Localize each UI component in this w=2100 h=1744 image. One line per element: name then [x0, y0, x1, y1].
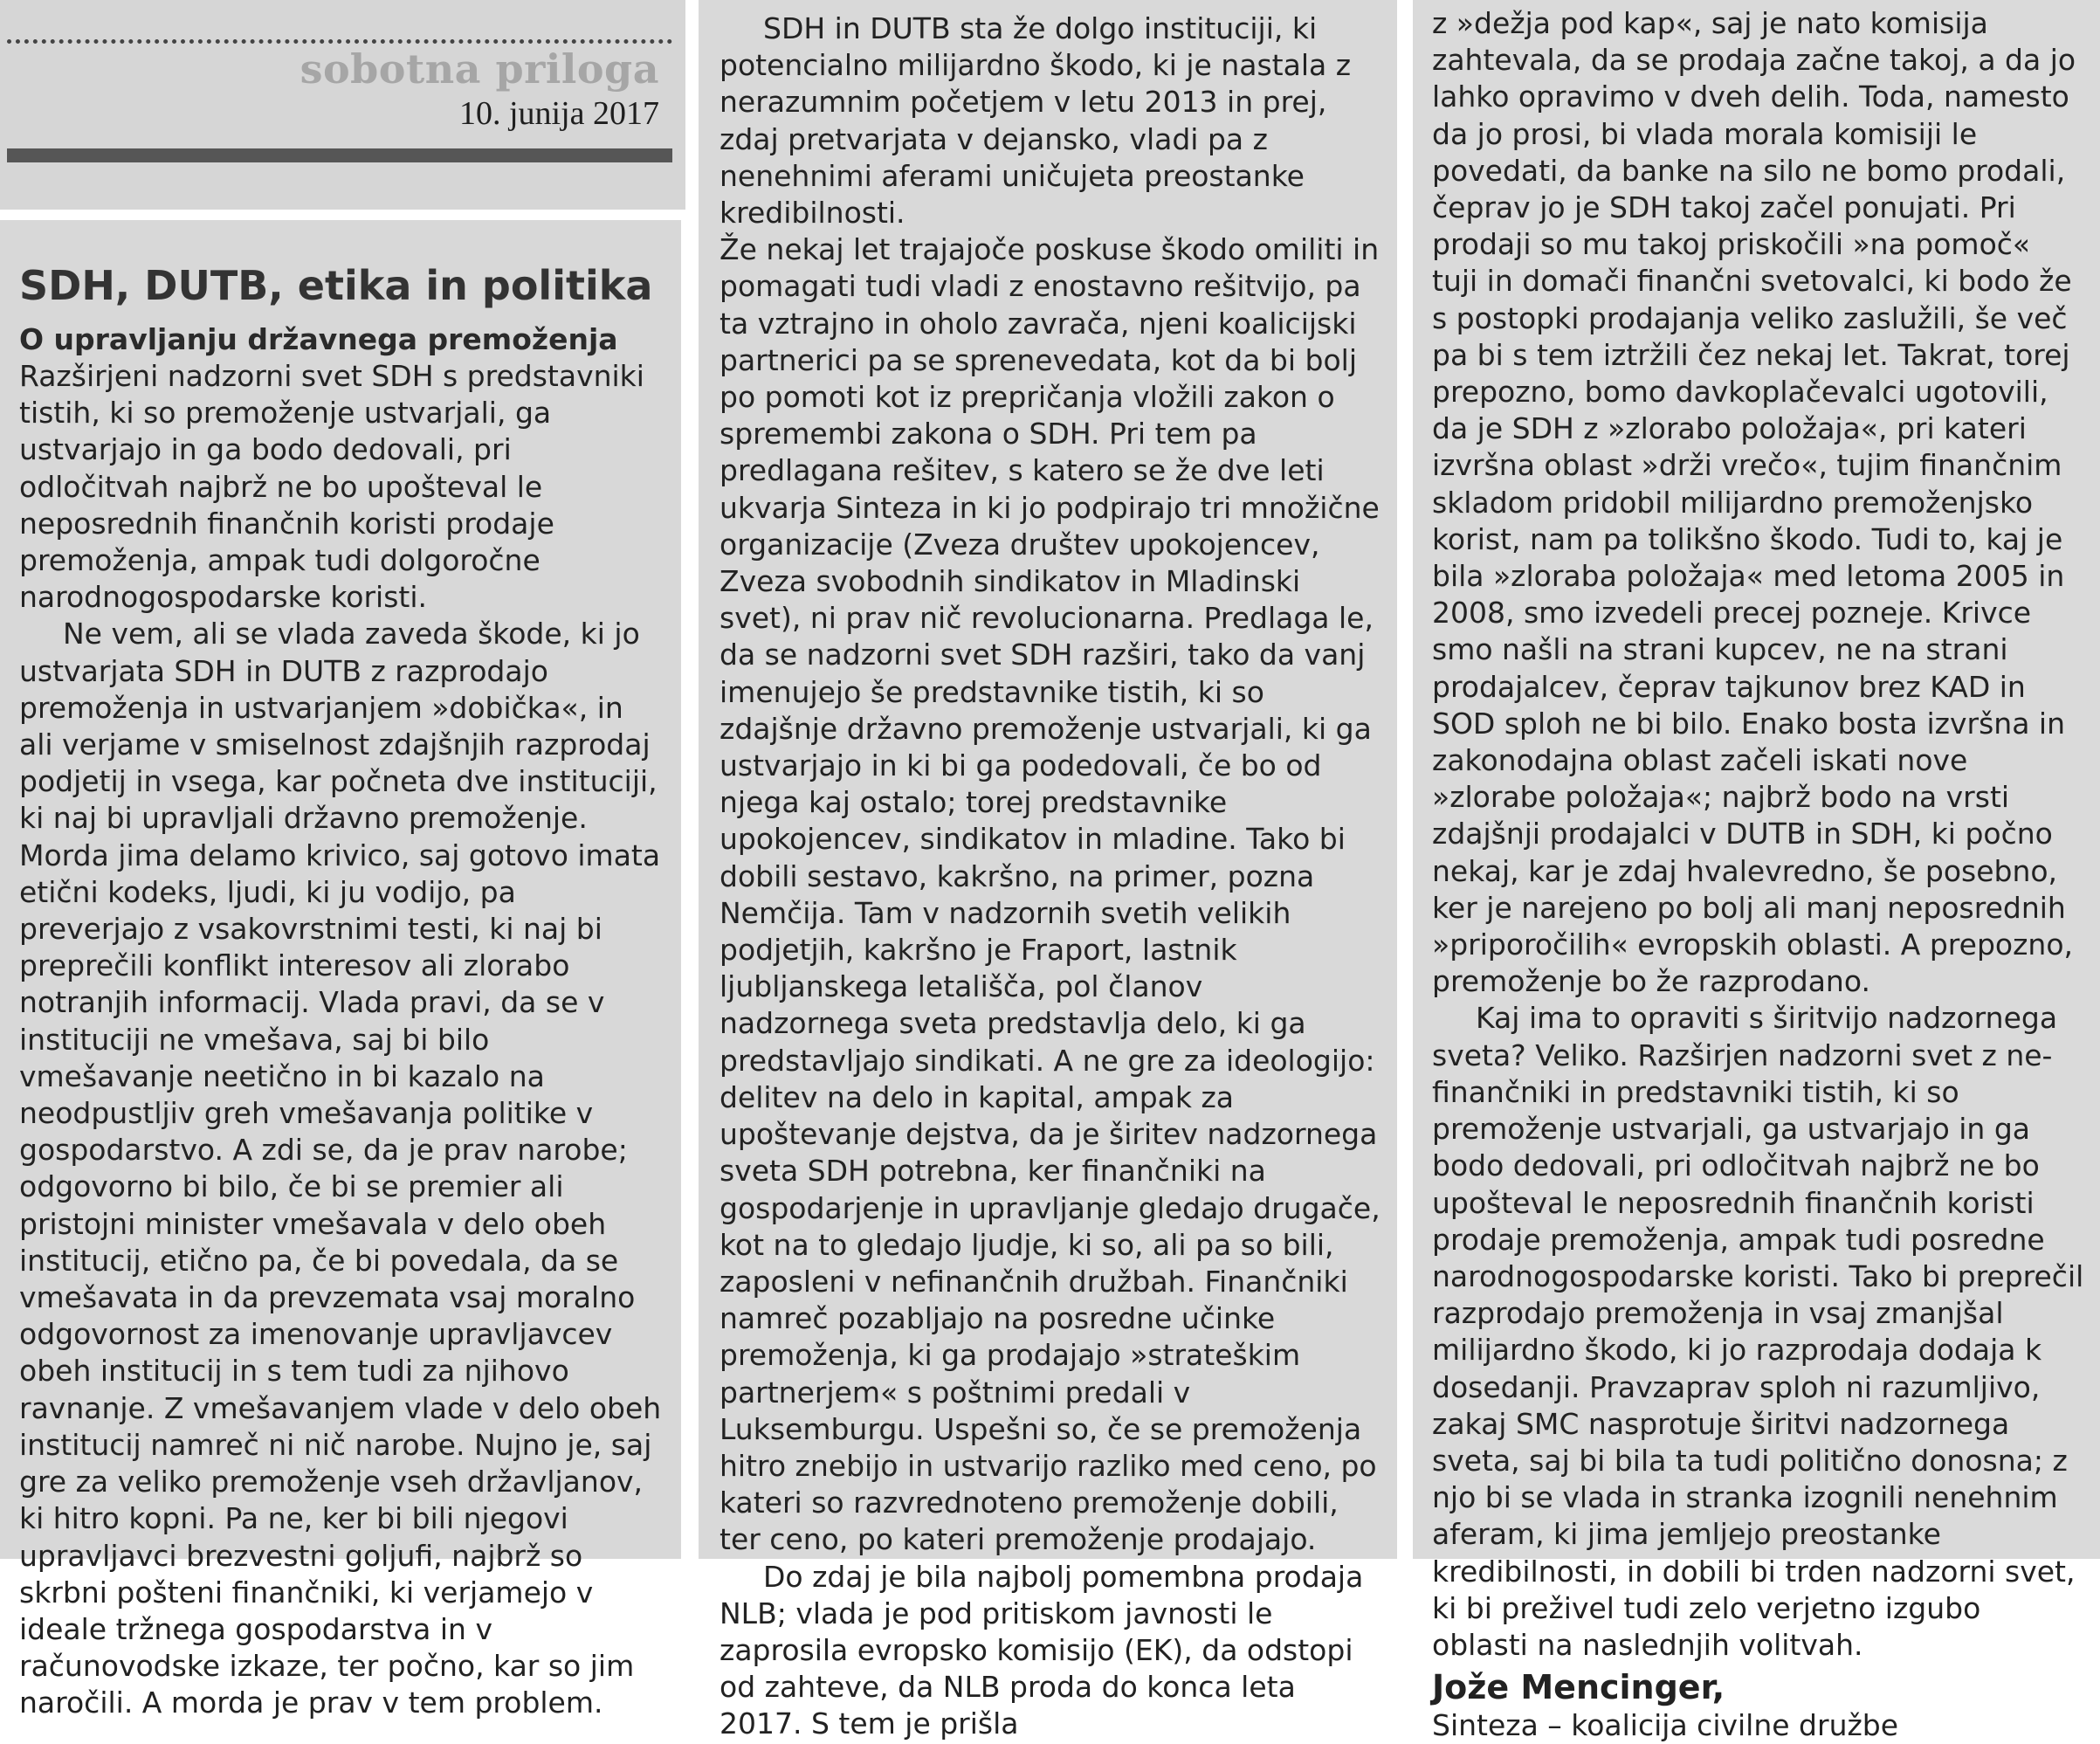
paragraph: Kaj ima to opraviti s širitvijo nadzornega sveta? Veliko. Razširjen nadzorni svet z ne-finančniki in predstavniki tistih, ki so premoženje ustvarjali, ga ustvarjajo in ga bodo dedovali, pri odločitvah najbrž ne bo upošteval le neposrednih finančnih koristi prodaje premoženja, ampak tudi posredne narodnogospodarske koristi. Tako bi preprečil razprodajo premoženja in vsaj zmanjšal milijardno škodo, ki jo razprodaja dodaja k dosedanji. Pravzaprav sploh ni razumljivo, zakaj SMC nasprotuje širitvi nadzornega sveta, saj bi bila ta tudi politično donosna; z njo bi se vlada in stranka izognili nenehnim aferam, ki jima jemljejo preostanke kredibilnosti, in dobili bi trden nadzorni svet, ki bi preživel tudi zelo verjetno izgubo oblasti na naslednjih volitvah.	[1432, 1001, 2084, 1662]
paragraph: Razširjeni nadzorni svet SDH s predstavniki tistih, ki so premoženje ustvarjali, ga ustvarjajo in ga bodo dedovali, pri odločitvah najbrž ne bo upošteval le neposrednih finančnih koristi prodaje premoženja, ampak tudi dolgoročne narodnogospodarske koristi.	[19, 359, 644, 615]
header-rule	[7, 148, 672, 162]
article-subheadline: O upravljanju državnega premoženja	[19, 322, 618, 356]
masthead	[0, 0, 685, 210]
article-column-2	[699, 0, 1397, 1741]
supplement-title: sobotna priloga	[300, 45, 659, 93]
author-name: Jože Mencinger,	[1432, 1668, 1725, 1707]
article-headline: SDH, DUTB, etika in politika	[19, 262, 653, 309]
publication-date: 10. junija 2017	[458, 95, 659, 132]
paragraph: Že nekaj let trajajoče poskuse škodo omiliti in pomagati tudi vladi z enostavno rešitvijo, pa ta vztrajno in oholo zavrača, njeni koalicijski partnerici pa se sprenevedata, kot da bi bolj po pomoti kot iz prepričanja vložili zakon o spremembi zakona o SDH. Pri tem pa predlagana rešitev, s katero se že dve leti ukvarja Sinteza in ki jo podpirajo tri množične organizacije (Zveza društev upokojencev, Zveza svobodnih sindikatov in Mladinski svet), ni prav nič revolucionarna. Predlaga le, da se nadzorni svet SDH razširi, tako da vanj imenujejo še predstavnike tistih, ki so zdajšnje državno premoženje ustvarjali, ki ga ustvarjajo in ki bi ga podedovali, če bo od njega kaj ostalo; torej predstavnike upokojencev, sindikatov in mladine. Tako bi dobili sestavo, kakršno, na primer, pozna Nemčija. Tam v nadzornih svetih velikih podjetjih, kakršno je Fraport, lastnik ljubljanskega letališča, pol članov nadzornega sveta predstavlja delo, ki ga predstavljajo sindikati. A ne gre za ideologijo: delitev na delo in kapital, ampak za upoštevanje dejstva, da je širitev nadzornega sveta SDH potrebna, ker finančniki na gospodarjenje in upravljanje gledajo drugače, kot na to gledajo ljudje, ki so, ali pa so bili, zaposleni v nefinančnih družbah. Finančniki namreč pozabljajo na posredne učinke premoženja, ki ga prodajajo »strateškim partnerjem« s poštnimi predali v Luksemburgu. Uspešni so, če se premoženja hitro znebijo in ustvarijo razliko med ceno, po kateri so razvrednoteno premoženje dobili, ter ceno, po kateri premoženje prodajajo.	[720, 232, 1380, 1557]
paragraph: Ne vem, ali se vlada zaveda škode, ki jo ustvarjata SDH in DUTB z razprodajo premoženja in ustvarjanjem »dobička«, in ali verjame v smiselnost zdajšnjih razprodaj podjetij in vsega, kar počneta dve instituciji, ki naj bi upravljali državno premoženje. Morda jima delamo krivico, saj gotovo imata etični kodeks, ljudi, ki ju vodijo, pa preverjajo z vsakovrstnimi testi, ki naj bi preprečili konflikt interesov ali zlorabo notranjih informacij. Vlada pravi, da se v instituciji ne vmešava, saj bi bilo vmešavanje neetično in bi kazalo na neodpustljiv greh vmešavanja politike v gospodarstvo. A zdi se, da je prav narobe; odgovorno bi bilo, če bi se premier ali pristojni minister vmešavala v delo obeh institucij, etično pa, če bi povedala, da se vmešavata in da prevzemata vsaj moralno odgovornost za imenovanje upravljavcev obeh institucij in s tem tudi za njihovo ravnanje. Z vmešavanjem vlade v delo obeh institucij namreč ni nič narobe. Nujno je, saj gre za veliko premoženje vseh državljanov, ki hitro kopni. Pa ne, ker bi bili njegovi upravljavci brezvestni goljufi, najbrž so skrbni pošteni finančniki, ki verjamejo v ideale tržnega gospodarstva in v računovodske izkaze, ter počno, kar so jim naročili. A morda je prav v tem problem.	[19, 617, 662, 1720]
author-affiliation: Sinteza – koalicija civilne družbe	[1432, 1708, 1899, 1743]
paragraph: Do zdaj je bila najbolj pomembna prodaja NLB; vlada je pod pritiskom javnosti le zaprosila evropsko komisijo (EK), da odstopi od zahteve, da NLB proda do konca leta 2017. S tem je prišla	[720, 1559, 1364, 1741]
article-column-3	[1413, 0, 2100, 1743]
paragraph: z »dežja pod kap«, saj je nato komisija zahtevala, da se prodaja začne takoj, a da jo lahko opravimo v dveh delih. Toda, namesto da jo prosi, bi vlada morala komisiji le povedati, da banke na silo ne bomo prodali, čeprav jo je SDH takoj začel ponujati. Pri prodaji so mu takoj priskočili »na pomoč« tuji in domači finančni svetovalci, ki bodo že s postopki prodajanja veliko zaslužili, še več pa bi s tem iztržili čez nekaj let. Takrat, torej prepozno, bomo davkoplačevalci ugotovili, da je SDH z »zlorabo položaja«, pri kateri izvršna oblast »drži vrečo«, tujim finančnim skladom pridobil milijardno premoženjsko korist, nam pa tolikšno škodo. Tudi to, kaj je bila »zloraba položaja« med letoma 2005 in 2008, smo izvedeli precej pozneje. Krivce smo našli na strani kupcev, ne na strani prodajalcev, čeprav tajkunov brez KAD in SOD sploh ne bi bilo. Enako bosta izvršna in zakonodajna oblast začeli iskati nove »zlorabe položaja«; najbrž bodo na vrsti zdajšnji prodajalci v DUTB in SDH, ki počno nekaj, kar je zdaj hvalevredno, še posebno, ker je narejeno po bolj ali manj neposrednih »priporočilih« evropskih oblasti. A prepozno, premoženje bo že razprodano.	[1432, 6, 2076, 999]
article-column-1	[0, 220, 681, 1720]
paragraph: SDH in DUTB sta že dolgo instituciji, ki potencialno milijardno škodo, ki je nastala z nerazumnim početjem v letu 2013 in prej, zdaj pretvarjata v dejansko, vladi pa z nenehnimi aferami uničujeta preostanke kredibilnosti.	[720, 11, 1352, 231]
dotted-rule	[7, 39, 672, 44]
